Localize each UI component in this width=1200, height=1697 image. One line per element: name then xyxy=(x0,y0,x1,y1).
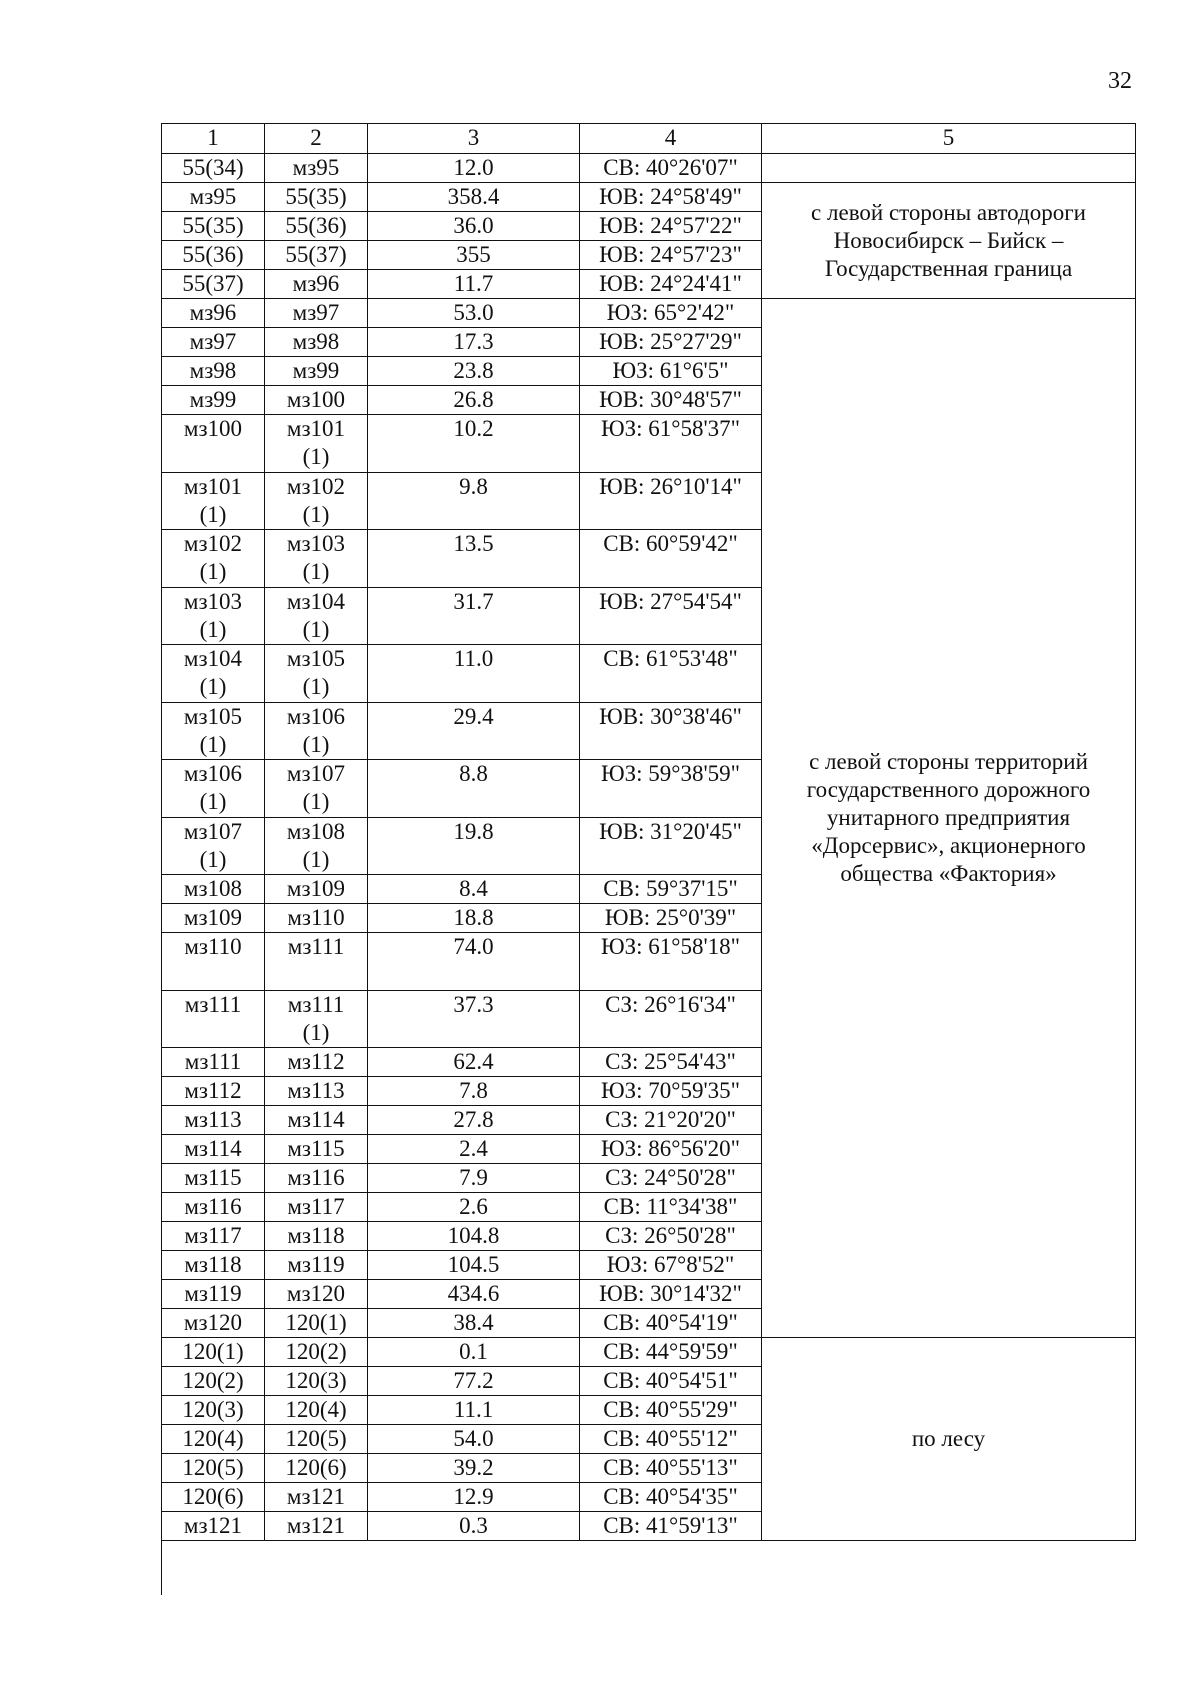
cell-bearing: ЮВ: 24°57'23" xyxy=(580,241,762,270)
cell-to: мз98 xyxy=(265,328,368,357)
cell-to: мз109 xyxy=(265,875,368,904)
cell-to: мз121 xyxy=(265,1483,368,1512)
page-number: 32 xyxy=(1108,68,1132,94)
cell-length: 37.3 xyxy=(368,991,580,1049)
cell-to: 120(5) xyxy=(265,1425,368,1454)
cell-from: 55(35) xyxy=(162,212,265,241)
cell-from: 120(1) xyxy=(162,1338,265,1367)
cell-to: мз119 xyxy=(265,1251,368,1280)
header-col-4: 4 xyxy=(580,124,762,154)
cell-bearing: ЮЗ: 70°59'35" xyxy=(580,1077,762,1106)
cell-bearing: СВ: 60°59'42" xyxy=(580,530,762,588)
cell-length: 19.8 xyxy=(368,818,580,876)
cell-bearing: ЮВ: 30°14'32" xyxy=(580,1280,762,1309)
cell-length: 54.0 xyxy=(368,1425,580,1454)
cell-length: 0.3 xyxy=(368,1512,580,1541)
cell-bearing: СВ: 40°55'12" xyxy=(580,1425,762,1454)
cell-to: мз113 xyxy=(265,1077,368,1106)
cell-bearing: ЮЗ: 59°38'59" xyxy=(580,760,762,818)
cell-bearing: СВ: 44°59'59" xyxy=(580,1338,762,1367)
cell-from: мз121 xyxy=(162,1512,265,1541)
cell-from: мз105 (1) xyxy=(162,703,265,761)
cell-from: 120(2) xyxy=(162,1367,265,1396)
cell-bearing: СЗ: 24°50'28" xyxy=(580,1164,762,1193)
cell-length: 11.0 xyxy=(368,645,580,703)
cell-bearing: СЗ: 25°54'43" xyxy=(580,1048,762,1077)
cell-to: мз97 xyxy=(265,299,368,328)
cell-from: мз106 (1) xyxy=(162,760,265,818)
cell-from: мз104 (1) xyxy=(162,645,265,703)
cell-bearing: ЮВ: 27°54'54" xyxy=(580,588,762,646)
cell-length: 9.8 xyxy=(368,473,580,531)
cell-length: 434.6 xyxy=(368,1280,580,1309)
cell-to: 55(35) xyxy=(265,183,368,212)
cell-length: 358.4 xyxy=(368,183,580,212)
cell-to: 55(37) xyxy=(265,241,368,270)
cell-length: 12.9 xyxy=(368,1483,580,1512)
cell-length: 23.8 xyxy=(368,357,580,386)
cell-from: мз119 xyxy=(162,1280,265,1309)
cell-bearing: ЮВ: 30°38'46" xyxy=(580,703,762,761)
cell-bearing: СВ: 41°59'13" xyxy=(580,1512,762,1541)
boundary-table xyxy=(161,123,1136,1595)
cell-length: 10.2 xyxy=(368,415,580,473)
cell-from: мз107 (1) xyxy=(162,818,265,876)
header-col-3: 3 xyxy=(368,124,580,154)
cell-bearing: СЗ: 21°20'20" xyxy=(580,1106,762,1135)
cell-description: с левой стороны автодороги Новосибирск – Бийск – Государственная граница xyxy=(762,183,1136,299)
cell-bearing: ЮВ: 25°0'39" xyxy=(580,904,762,933)
cell-bearing: ЮВ: 24°57'22" xyxy=(580,212,762,241)
cell-length: 77.2 xyxy=(368,1367,580,1396)
cell-length: 38.4 xyxy=(368,1309,580,1338)
cell-from: мз111 xyxy=(162,1048,265,1077)
cell-length: 17.3 xyxy=(368,328,580,357)
cell-bearing: СЗ: 26°16'34" xyxy=(580,991,762,1049)
cell-from: мз120 xyxy=(162,1309,265,1338)
cell-to: мз95 xyxy=(265,154,368,183)
cell-from: мз117 xyxy=(162,1222,265,1251)
cell-from: мз99 xyxy=(162,386,265,415)
cell-bearing: СВ: 61°53'48" xyxy=(580,645,762,703)
cell-length: 31.7 xyxy=(368,588,580,646)
cell-to: мз114 xyxy=(265,1106,368,1135)
cell-length: 36.0 xyxy=(368,212,580,241)
cell-to: мз115 xyxy=(265,1135,368,1164)
cell-length: 12.0 xyxy=(368,154,580,183)
cell-bearing: СВ: 40°54'35" xyxy=(580,1483,762,1512)
cell-length: 8.4 xyxy=(368,875,580,904)
cell-length: 53.0 xyxy=(368,299,580,328)
cell-bearing: СВ: 11°34'38" xyxy=(580,1193,762,1222)
cell-from: 120(3) xyxy=(162,1396,265,1425)
cell-to: мз110 xyxy=(265,904,368,933)
header-col-1: 1 xyxy=(162,124,265,154)
cell-from: мз102 (1) xyxy=(162,530,265,588)
cell-length: 62.4 xyxy=(368,1048,580,1077)
cell-to: мз99 xyxy=(265,357,368,386)
cell-bearing: ЮВ: 25°27'29" xyxy=(580,328,762,357)
cell-to: 120(2) xyxy=(265,1338,368,1367)
cell-from: мз113 xyxy=(162,1106,265,1135)
cell-from: мз111 xyxy=(162,991,265,1049)
cell-bearing: ЮВ: 31°20'45" xyxy=(580,818,762,876)
cell-from: 120(6) xyxy=(162,1483,265,1512)
cell-to: 120(4) xyxy=(265,1396,368,1425)
cell-to: мз120 xyxy=(265,1280,368,1309)
cell-to: мз100 xyxy=(265,386,368,415)
cell-to: мз118 xyxy=(265,1222,368,1251)
cell-from: 55(37) xyxy=(162,270,265,299)
cell-from: мз101 (1) xyxy=(162,473,265,531)
cell-to: мз103 (1) xyxy=(265,530,368,588)
cell-length: 104.5 xyxy=(368,1251,580,1280)
cell-bearing: ЮЗ: 61°58'18" xyxy=(580,933,762,991)
cell-length: 27.8 xyxy=(368,1106,580,1135)
cell-from: мз110 xyxy=(162,933,265,991)
cell-length: 7.9 xyxy=(368,1164,580,1193)
cell-to: мз102 (1) xyxy=(265,473,368,531)
cell-description: с левой стороны территорий государственного дорожного унитарного предприятия «Дорсервис», акционерного общества «Фактория» xyxy=(762,299,1136,1338)
cell-bearing: ЮЗ: 67°8'52" xyxy=(580,1251,762,1280)
cell-description xyxy=(762,154,1136,183)
cell-bearing: ЮВ: 24°24'41" xyxy=(580,270,762,299)
cell-to: 120(3) xyxy=(265,1367,368,1396)
cell-from: мз108 xyxy=(162,875,265,904)
cell-from: мз118 xyxy=(162,1251,265,1280)
cell-to: мз106 (1) xyxy=(265,703,368,761)
cell-bearing: ЮЗ: 61°58'37" xyxy=(580,415,762,473)
cell-length: 18.8 xyxy=(368,904,580,933)
cell-from: 55(36) xyxy=(162,241,265,270)
cell-bearing: ЮЗ: 61°6'5" xyxy=(580,357,762,386)
cell-length: 2.4 xyxy=(368,1135,580,1164)
cell-from: 120(4) xyxy=(162,1425,265,1454)
cell-length: 29.4 xyxy=(368,703,580,761)
cell-length: 74.0 xyxy=(368,933,580,991)
cell-to: 120(1) xyxy=(265,1309,368,1338)
cell-to: мз121 xyxy=(265,1512,368,1541)
cell-to: мз111 xyxy=(265,933,368,991)
cell-from: мз103 (1) xyxy=(162,588,265,646)
cell-to: мз117 xyxy=(265,1193,368,1222)
cell-from: мз97 xyxy=(162,328,265,357)
cell-description: по лесу xyxy=(762,1338,1136,1541)
cell-from: мз100 xyxy=(162,415,265,473)
cell-length: 11.1 xyxy=(368,1396,580,1425)
cell-from: 55(34) xyxy=(162,154,265,183)
cell-bearing: СВ: 40°54'51" xyxy=(580,1367,762,1396)
cell-bearing: СЗ: 26°50'28" xyxy=(580,1222,762,1251)
cell-length: 39.2 xyxy=(368,1454,580,1483)
cell-from: мз112 xyxy=(162,1077,265,1106)
cell-bearing: СВ: 40°54'19" xyxy=(580,1309,762,1338)
cell-bearing: СВ: 59°37'15" xyxy=(580,875,762,904)
cell-to: мз112 xyxy=(265,1048,368,1077)
cell-to: мз104 (1) xyxy=(265,588,368,646)
cell-from: мз116 xyxy=(162,1193,265,1222)
cell-to: мз116 xyxy=(265,1164,368,1193)
header-col-5: 5 xyxy=(762,124,1136,154)
cell-to: мз105 (1) xyxy=(265,645,368,703)
cell-bearing: ЮЗ: 86°56'20" xyxy=(580,1135,762,1164)
cell-bearing: СВ: 40°55'29" xyxy=(580,1396,762,1425)
cell-to: 55(36) xyxy=(265,212,368,241)
cell-bearing: ЮЗ: 65°2'42" xyxy=(580,299,762,328)
cell-from: мз114 xyxy=(162,1135,265,1164)
cell-length: 7.8 xyxy=(368,1077,580,1106)
cell-length: 0.1 xyxy=(368,1338,580,1367)
cell-length: 2.6 xyxy=(368,1193,580,1222)
cell-from: мз96 xyxy=(162,299,265,328)
cell-to: 120(6) xyxy=(265,1454,368,1483)
cell-length: 355 xyxy=(368,241,580,270)
cell-bearing: СВ: 40°55'13" xyxy=(580,1454,762,1483)
cell-length: 104.8 xyxy=(368,1222,580,1251)
cell-from: 120(5) xyxy=(162,1454,265,1483)
cell-length: 8.8 xyxy=(368,760,580,818)
cell-from: мз115 xyxy=(162,1164,265,1193)
header-col-2: 2 xyxy=(265,124,368,154)
cell-bearing: СВ: 40°26'07" xyxy=(580,154,762,183)
cell-bearing: ЮВ: 30°48'57" xyxy=(580,386,762,415)
cell-length: 11.7 xyxy=(368,270,580,299)
cell-from: мз109 xyxy=(162,904,265,933)
cell-bearing: ЮВ: 24°58'49" xyxy=(580,183,762,212)
cell-bearing: ЮВ: 26°10'14" xyxy=(580,473,762,531)
cell-to: мз101 (1) xyxy=(265,415,368,473)
cell-from: мз98 xyxy=(162,357,265,386)
cell-to: мз111 (1) xyxy=(265,991,368,1049)
cell-length: 26.8 xyxy=(368,386,580,415)
cell-to: мз96 xyxy=(265,270,368,299)
cell-length: 13.5 xyxy=(368,530,580,588)
cell-to: мз108 (1) xyxy=(265,818,368,876)
cell-from: мз95 xyxy=(162,183,265,212)
cell-to: мз107 (1) xyxy=(265,760,368,818)
